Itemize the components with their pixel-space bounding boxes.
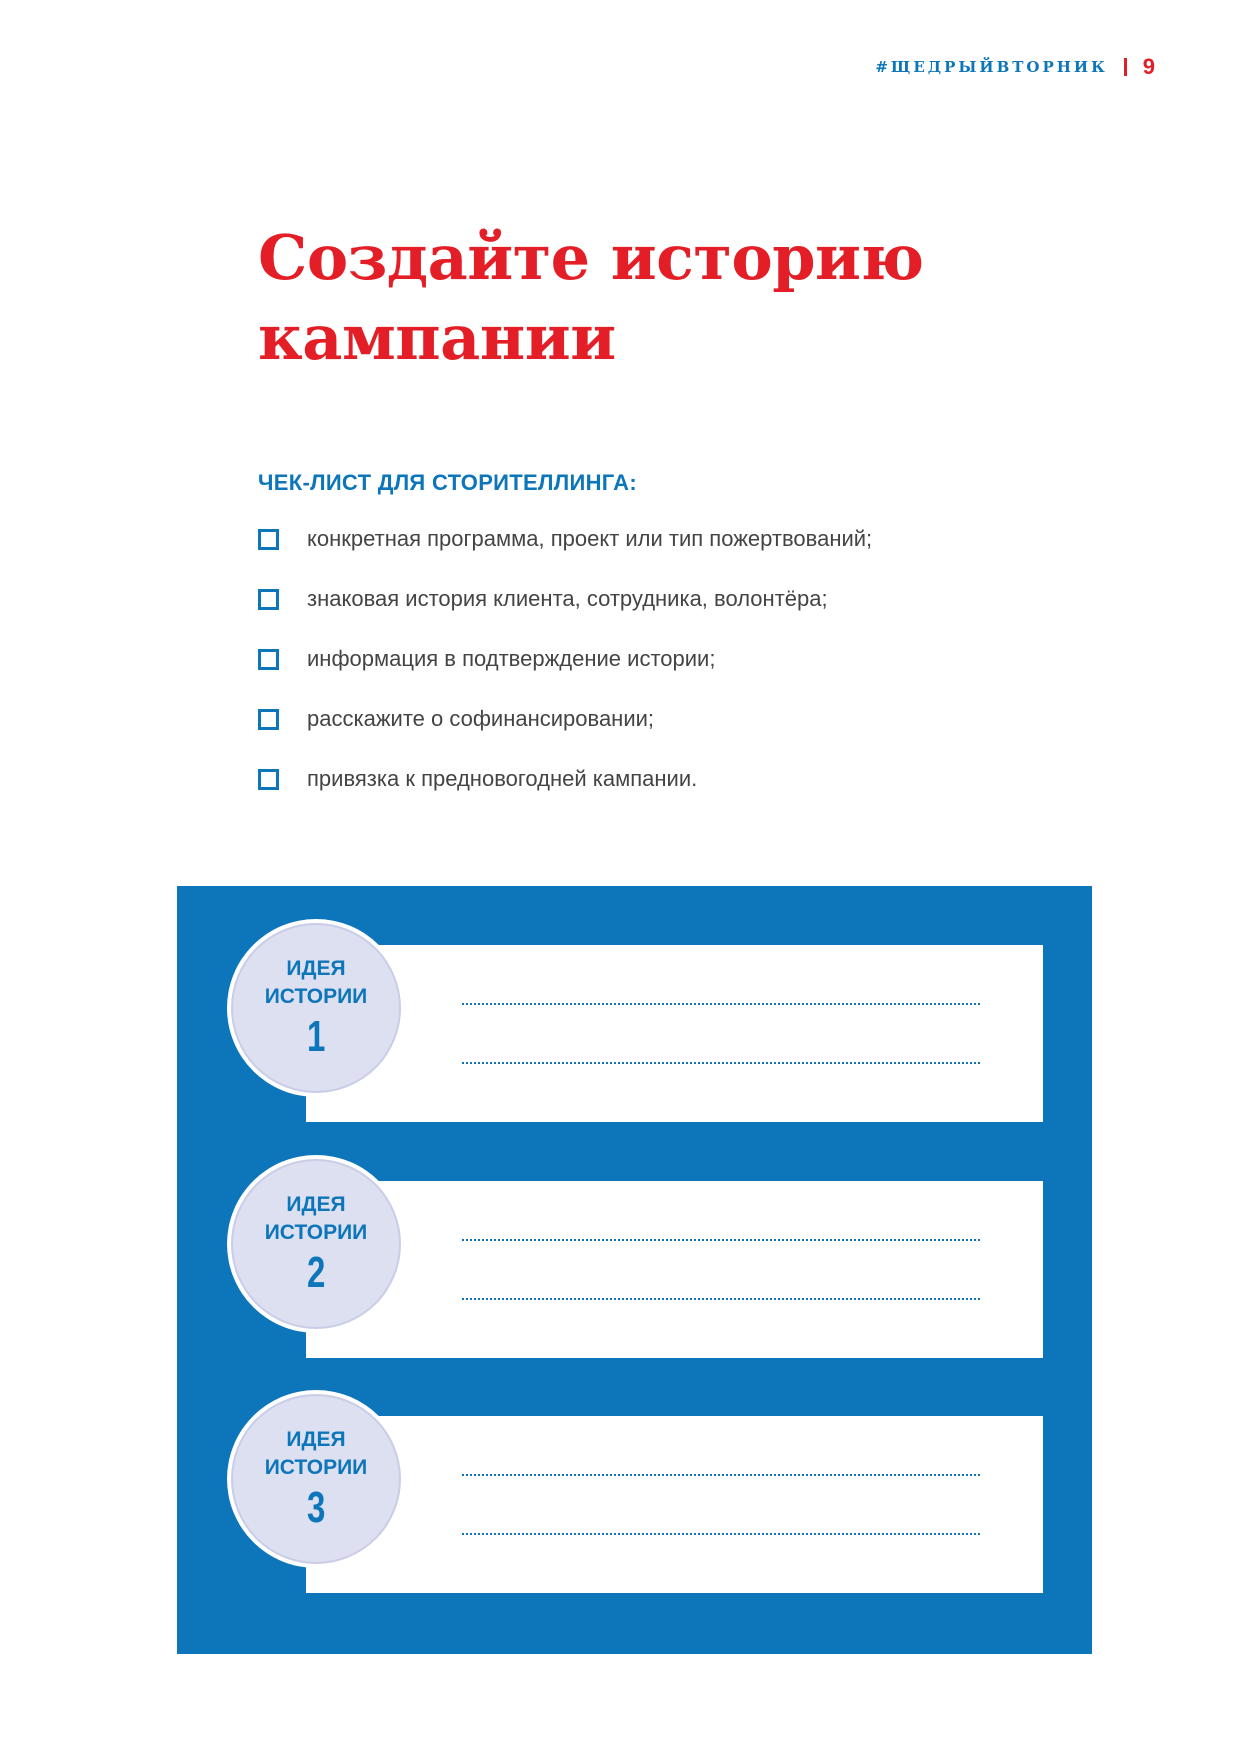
badge-number: 3: [306, 1483, 326, 1532]
idea-3-input-line-1[interactable]: [462, 1474, 980, 1476]
story-idea-card-1: [306, 945, 1043, 1122]
badge-number: 2: [306, 1248, 326, 1297]
page-number: 9: [1142, 54, 1155, 79]
idea-1-input-line-2[interactable]: [462, 1062, 980, 1064]
checklist-item-label: конкретная программа, проект или тип пожертвований;: [307, 526, 873, 551]
badge-label-story: ИСТОРИИ: [264, 1456, 368, 1479]
badge-label-story: ИСТОРИИ: [264, 985, 368, 1008]
badge-circle: [233, 925, 399, 1091]
checkbox-icon[interactable]: [258, 649, 279, 670]
idea-2-input-line-1[interactable]: [462, 1239, 980, 1241]
checkbox-icon[interactable]: [258, 529, 279, 550]
checklist-item: [258, 764, 872, 794]
checklist-item-label: информация в подтверждение истории;: [307, 646, 716, 671]
idea-1-input-line-1[interactable]: [462, 1003, 980, 1005]
checklist-item: [258, 644, 872, 674]
checkbox-icon[interactable]: [258, 709, 279, 730]
checklist-item: [258, 524, 872, 554]
checklist-item: [258, 584, 872, 614]
idea-3-input-line-2[interactable]: [462, 1533, 980, 1535]
badge-label-idea: ИДЕЯ: [286, 1193, 346, 1216]
hashtag-label: #ЩЕДРЫЙВТОРНИК: [875, 58, 1108, 76]
checklist-item-label: расскажите о софинансировании;: [307, 706, 655, 731]
badge-number: 1: [306, 1012, 326, 1061]
badge-label-idea: ИДЕЯ: [286, 1428, 346, 1451]
checklist-item-label: знаковая история клиента, сотрудника, волонтёра;: [307, 586, 828, 611]
page-header: [875, 54, 1155, 80]
story-idea-badge-1: [227, 919, 405, 1097]
page-title: Создайте историю кампании: [258, 221, 924, 374]
checklist-item: [258, 704, 872, 734]
idea-2-input-line-2[interactable]: [462, 1298, 980, 1300]
badge-circle: [233, 1161, 399, 1327]
checklist-heading: ЧЕК-ЛИСТ ДЛЯ СТОРИТЕЛЛИНГА:: [258, 470, 637, 495]
badge-circle: [233, 1396, 399, 1562]
badge-label-story: ИСТОРИИ: [264, 1221, 368, 1244]
header-divider: [1124, 58, 1127, 76]
badge-label-idea: ИДЕЯ: [286, 957, 346, 980]
storytelling-checklist: [258, 524, 872, 824]
story-idea-badge-2: [227, 1155, 405, 1333]
story-idea-card-3: [306, 1416, 1043, 1593]
checklist-item-label: привязка к предновогодней кампании.: [307, 766, 698, 791]
checkbox-icon[interactable]: [258, 769, 279, 790]
story-idea-badge-3: [227, 1390, 405, 1568]
story-ideas-panel: [177, 886, 1092, 1654]
story-idea-card-2: [306, 1181, 1043, 1358]
checkbox-icon[interactable]: [258, 589, 279, 610]
